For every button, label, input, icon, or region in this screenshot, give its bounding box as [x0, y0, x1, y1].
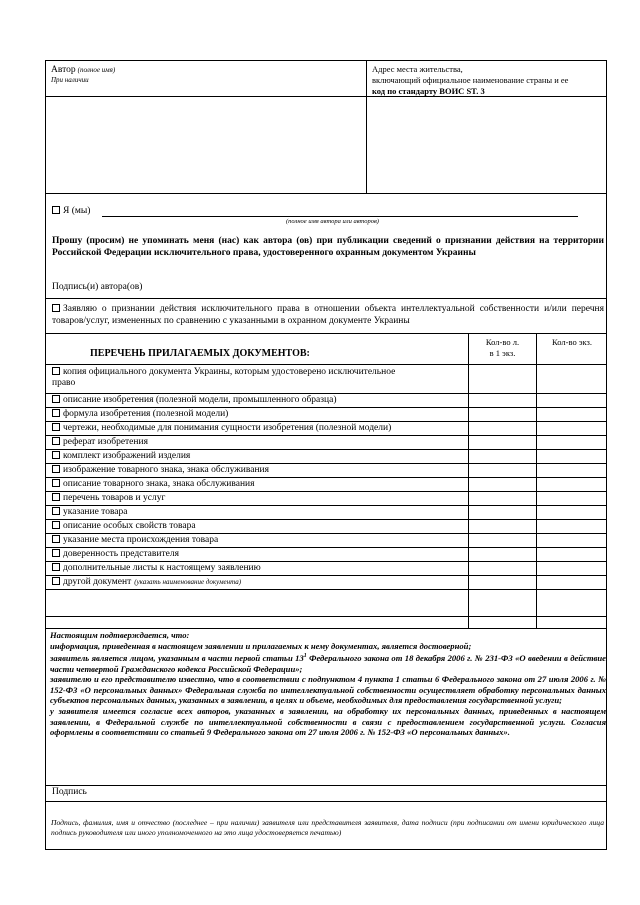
- copies-count-field[interactable]: [537, 506, 606, 518]
- author-signature-label: Подпись(и) автора(ов): [52, 282, 143, 292]
- document-item-label: указание товара: [63, 507, 128, 517]
- document-item-note: (указать наименование документа): [134, 578, 242, 586]
- pages-count-field[interactable]: [469, 562, 535, 574]
- author-divider: [366, 61, 367, 193]
- divider: [46, 193, 606, 194]
- copies-count-field[interactable]: [537, 534, 606, 546]
- col-pages-line: в 1 экз.: [489, 348, 516, 358]
- table-header-line: [46, 364, 606, 365]
- pages-count-field[interactable]: [469, 548, 535, 560]
- copies-count-field[interactable]: [537, 492, 606, 504]
- confirm-p2: [50, 651, 606, 674]
- pages-count-field[interactable]: [469, 576, 535, 588]
- author-label-block: [51, 65, 115, 85]
- document-item-label: формула изобретения (полезной модели): [63, 409, 229, 419]
- signature-field[interactable]: [47, 802, 606, 816]
- author-label: Автор: [51, 65, 76, 75]
- declaration-checkbox[interactable]: [52, 304, 60, 312]
- pages-count-field[interactable]: [469, 394, 535, 406]
- copies-count-field[interactable]: [537, 520, 606, 532]
- document-item-label: дополнительные листы к настоящему заявлению: [63, 563, 261, 573]
- document-item: [52, 367, 462, 389]
- copies-count-field[interactable]: [537, 548, 606, 560]
- pages-count-field[interactable]: [469, 422, 535, 434]
- copies-count-field[interactable]: [537, 478, 606, 490]
- pages-count-field[interactable]: [469, 478, 535, 490]
- copies-count-field[interactable]: [537, 576, 606, 588]
- document-item: [52, 395, 462, 406]
- confirm-p4: у заявителя имеется согласие всех авторов, указанных в заявлении, на обработку их персональных данных, приведенных в настоящем заявлении, в Федеральной службе по интеллектуальной собственности в связи с предоставлением государственной услуги. Согласия оформлены в соответствии со статьей 9 Федерального закона от 27 июля 2006 г. № 152-ФЗ «О персональных данных».: [50, 706, 606, 738]
- document-item-label: другой документ: [63, 577, 132, 587]
- divider: [46, 298, 606, 299]
- document-item: [52, 535, 462, 546]
- document-item: [52, 493, 462, 504]
- document-item-label: реферат изобретения: [63, 437, 148, 447]
- document-item-label: доверенность представителя: [63, 549, 179, 559]
- document-checkbox[interactable]: [52, 395, 60, 403]
- copies-count-field[interactable]: [537, 366, 606, 392]
- confirm-block: [50, 630, 606, 738]
- document-item-label: описание товарного знака, знака обслуживания: [63, 479, 255, 489]
- table-row-line: [46, 616, 606, 617]
- author-label-note: (полное имя): [77, 66, 116, 74]
- ya-under-note: (полное имя автора или авторов): [286, 218, 379, 225]
- ya-label: Я (мы): [63, 206, 91, 216]
- ya-name-line[interactable]: [102, 216, 578, 217]
- pages-count-field[interactable]: [469, 450, 535, 462]
- col-pages-line: Кол-во л.: [485, 337, 520, 347]
- copies-count-field[interactable]: [537, 422, 606, 434]
- document-item-label: описание изобретения (полезной модели, промышленного образца): [63, 395, 337, 405]
- document-item-label: изображение товарного знака, знака обслуживания: [63, 465, 270, 475]
- document-checkbox[interactable]: [52, 437, 60, 445]
- confirm-p3: заявителю и его представителю известно, что в соответствии с подпунктом 4 пункта 1 статьи 6 Федерального закона от 27 июля 2006 г. № 152-ФЗ «О персональных данных» Федеральная служба по интеллектуальной собственности осуществляет обработку персональных данных субъектов персональных данных, указанных в заявлении, в целях и объеме, необходимых для предоставления государственной услуги;: [50, 674, 606, 706]
- document-checkbox[interactable]: [52, 577, 60, 585]
- ya-row: [52, 206, 90, 217]
- document-item: [52, 423, 462, 434]
- document-item: [52, 577, 462, 588]
- document-item: [52, 563, 462, 574]
- document-checkbox[interactable]: [52, 507, 60, 515]
- document-checkbox[interactable]: [52, 563, 60, 571]
- table-row-line: [46, 589, 606, 590]
- request-text: Прошу (просим) не упоминать меня (нас) как автора (ов) при публикации сведений о признании действия на территории Российской Федерации исключительного права, удостоверенного охранным документом Украины: [52, 236, 604, 258]
- document-checkbox[interactable]: [52, 367, 60, 375]
- application-form: [45, 60, 607, 850]
- document-item: [52, 479, 462, 490]
- pages-count-field[interactable]: [469, 436, 535, 448]
- copies-count-field[interactable]: [537, 436, 606, 448]
- address-line: Адрес места жительства,: [372, 64, 463, 74]
- signature-label: Подпись: [52, 787, 87, 797]
- address-line: код по стандарту ВОИС ST. 3: [372, 86, 485, 96]
- document-item-label-cont: право: [52, 378, 76, 388]
- document-item-label: комплект изображений изделия: [63, 451, 191, 461]
- pages-count-field[interactable]: [469, 366, 535, 392]
- document-item: [52, 409, 462, 420]
- author-header-line: [46, 96, 606, 97]
- confirm-p2-rest: Федерального закона от 18 декабря 2006 г. № 231-ФЗ «О введении в действие части четвертой Гражданского кодекса Российской Федерации»;: [50, 653, 606, 674]
- copies-count-field[interactable]: [537, 450, 606, 462]
- col-copies-header: Кол-во экз.: [552, 337, 592, 347]
- documents-title: ПЕРЕЧЕНЬ ПРИЛАГАЕМЫХ ДОКУМЕНТОВ:: [90, 348, 310, 359]
- confirm-p2-sup: 1: [303, 653, 307, 660]
- divider: [46, 785, 606, 786]
- copies-count-field[interactable]: [537, 562, 606, 574]
- document-item-label: перечень товаров и услуг: [63, 493, 166, 503]
- document-item: [52, 465, 462, 476]
- document-checkbox[interactable]: [52, 521, 60, 529]
- pages-count-field[interactable]: [469, 464, 535, 476]
- col-pages-header: [469, 337, 536, 359]
- document-item: [52, 507, 462, 518]
- ya-checkbox[interactable]: [52, 206, 60, 214]
- document-item-label: указание места происхождения товара: [63, 535, 219, 545]
- document-item-label: описание особых свойств товара: [63, 521, 196, 531]
- pages-count-field[interactable]: [469, 520, 535, 532]
- address-line: включающий официальное наименование страны и ее: [372, 75, 569, 85]
- pages-count-field[interactable]: [469, 492, 535, 504]
- document-item-label: чертежи, необходимые для понимания сущности изобретения (полезной модели): [63, 423, 392, 433]
- pages-count-field[interactable]: [469, 408, 535, 420]
- document-item: [52, 521, 462, 532]
- confirm-heading: Настоящим подтверждается, что:: [50, 630, 190, 640]
- divider: [46, 628, 606, 629]
- signature-note: Подпись, фамилия, имя и отчество (последнее – при наличии) заявителя или представителя заявителя, дата подписи (при подписании от имени юридического лица подпись руководителя или иного уполномоченного на это лица удостоверяется печатью): [51, 818, 604, 837]
- author-sub-note: При наличии: [51, 76, 89, 84]
- document-checkbox[interactable]: [52, 465, 60, 473]
- document-item-label: копия официального документа Украины, которым удостоверено исключительное: [63, 367, 396, 377]
- document-item: [52, 437, 462, 448]
- divider: [46, 333, 606, 334]
- copies-count-field[interactable]: [537, 464, 606, 476]
- pages-count-field[interactable]: [469, 534, 535, 546]
- document-item: [52, 451, 462, 462]
- document-checkbox[interactable]: [52, 451, 60, 459]
- pages-count-field[interactable]: [469, 506, 535, 518]
- declaration-text: Заявляю о признании действия исключительного права в отношении объекта интеллектуальной собственности и/или перечня товаров/услуг, измененных по сравнению с указанными в охранном документе Украины: [52, 304, 604, 326]
- confirm-p1: информация, приведенная в настоящем заявлении и прилагаемых к нему документах, является достоверной;: [50, 640, 472, 651]
- confirm-p2-text: заявитель является лицом, указанным в части первой статьи 13: [50, 653, 304, 664]
- declaration-block: [52, 303, 604, 327]
- copies-count-field[interactable]: [537, 394, 606, 406]
- document-checkbox[interactable]: [52, 493, 60, 501]
- author-name-field[interactable]: [47, 98, 365, 192]
- document-checkbox[interactable]: [52, 423, 60, 431]
- address-label: [372, 64, 607, 97]
- document-checkbox[interactable]: [52, 479, 60, 487]
- author-address-field[interactable]: [368, 98, 606, 192]
- document-checkbox[interactable]: [52, 409, 60, 417]
- document-item: [52, 549, 462, 560]
- document-checkbox[interactable]: [52, 535, 60, 543]
- document-checkbox[interactable]: [52, 549, 60, 557]
- copies-count-field[interactable]: [537, 408, 606, 420]
